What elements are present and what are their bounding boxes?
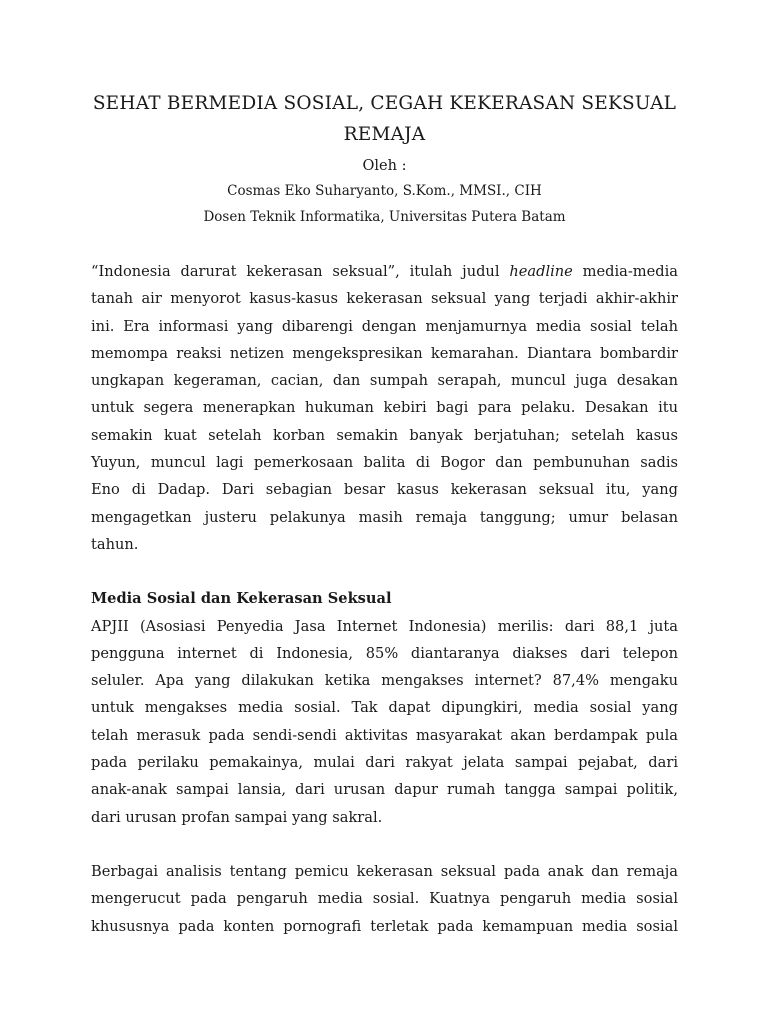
paragraph-analysis (91, 858, 678, 940)
paragraph-line: anak-anak sampai lansia, dari urusan dapur rumah tangga sampai politik, (91, 781, 678, 799)
paragraph-line: semakin kuat setelah korban semakin banyak berjatuhan; setelah kasus (91, 426, 678, 444)
paragraph-line: khususnya pada konten pornografi terletak pada kemampuan media sosial (91, 917, 678, 935)
paragraph-apjii (91, 613, 678, 831)
paragraph-intro (91, 258, 678, 558)
paragraph-line: pengguna internet di Indonesia, 85% diantaranya diakses dari telepon (91, 644, 678, 662)
paragraph-line: Yuyun, muncul lagi pemerkosaan balita di Bogor dan pembunuhan sadis (91, 454, 678, 472)
paragraph-line: ungkapan kegeraman, cacian, dan sumpah serapah, muncul juga desakan (91, 372, 678, 390)
paragraph-line: Eno di Dadap. Dari sebagian besar kasus kekerasan seksual itu, yang (91, 481, 678, 499)
author-affiliation: Dosen Teknik Informatika, Universitas Putera Batam (203, 209, 566, 225)
paragraph-line (91, 258, 678, 285)
headline-emphasis: headline (509, 263, 573, 280)
document-title (91, 88, 678, 150)
paragraph-line: untuk segera menerapkan hukuman kebiri bagi para pelaku. Desakan itu (91, 399, 678, 417)
paragraph-line: pada perilaku pemakainya, mulai dari rakyat jelata sampai pejabat, dari (91, 754, 678, 772)
intro-text-before: “Indonesia darurat kekerasan seksual”, itulah judul (91, 263, 510, 280)
paragraph-line: APJII (Asosiasi Penyedia Jasa Internet Indonesia) merilis: dari 88,1 juta (91, 617, 678, 635)
title-line-2: REMAJA (343, 124, 426, 145)
title-line-1: SEHAT BERMEDIA SOSIAL, CEGAH KEKERASAN SEKSUAL (92, 93, 677, 114)
paragraph-line: tanah air menyorot kasus-kasus kekerasan seksual yang terjadi akhir-akhir (91, 290, 678, 308)
document-page (91, 88, 678, 940)
paragraph-line: Berbagai analisis tentang pemicu kekerasan seksual pada anak dan remaja (91, 862, 678, 880)
paragraph-line: ini. Era informasi yang dibarengi dengan menjamurnya media sosial telah (91, 317, 678, 335)
paragraph-line: dari urusan profan sampai yang sakral. (91, 808, 383, 826)
paragraph-line: tahun. (91, 535, 139, 553)
paragraph-line: untuk mengakses media sosial. Tak dapat dipungkiri, media sosial yang (91, 699, 678, 717)
paragraph-line: telah merasuk pada sendi-sendi aktivitas masyarakat akan berdampak pula (91, 726, 678, 744)
author-name: Cosmas Eko Suharyanto, S.Kom., MMSI., CIH (227, 183, 542, 199)
paragraph-line: memompa reaksi netizen mengekspresikan kemarahan. Diantara bombardir (91, 344, 678, 362)
intro-text-after: media-media (572, 263, 678, 280)
paragraph-line: mengagetkan justeru pelakunya masih remaja tanggung; umur belasan (91, 508, 678, 526)
byline-oleh: Oleh : (362, 158, 407, 174)
paragraph-line: mengerucut pada pengaruh media sosial. Kuatnya pengaruh media sosial (91, 890, 678, 908)
paragraph-spacer (91, 558, 678, 585)
section-heading: Media Sosial dan Kekerasan Seksual (91, 590, 392, 608)
paragraph-spacer (91, 831, 678, 858)
paragraph-line: seluler. Apa yang dilakukan ketika mengakses internet? 87,4% mengaku (91, 672, 678, 690)
